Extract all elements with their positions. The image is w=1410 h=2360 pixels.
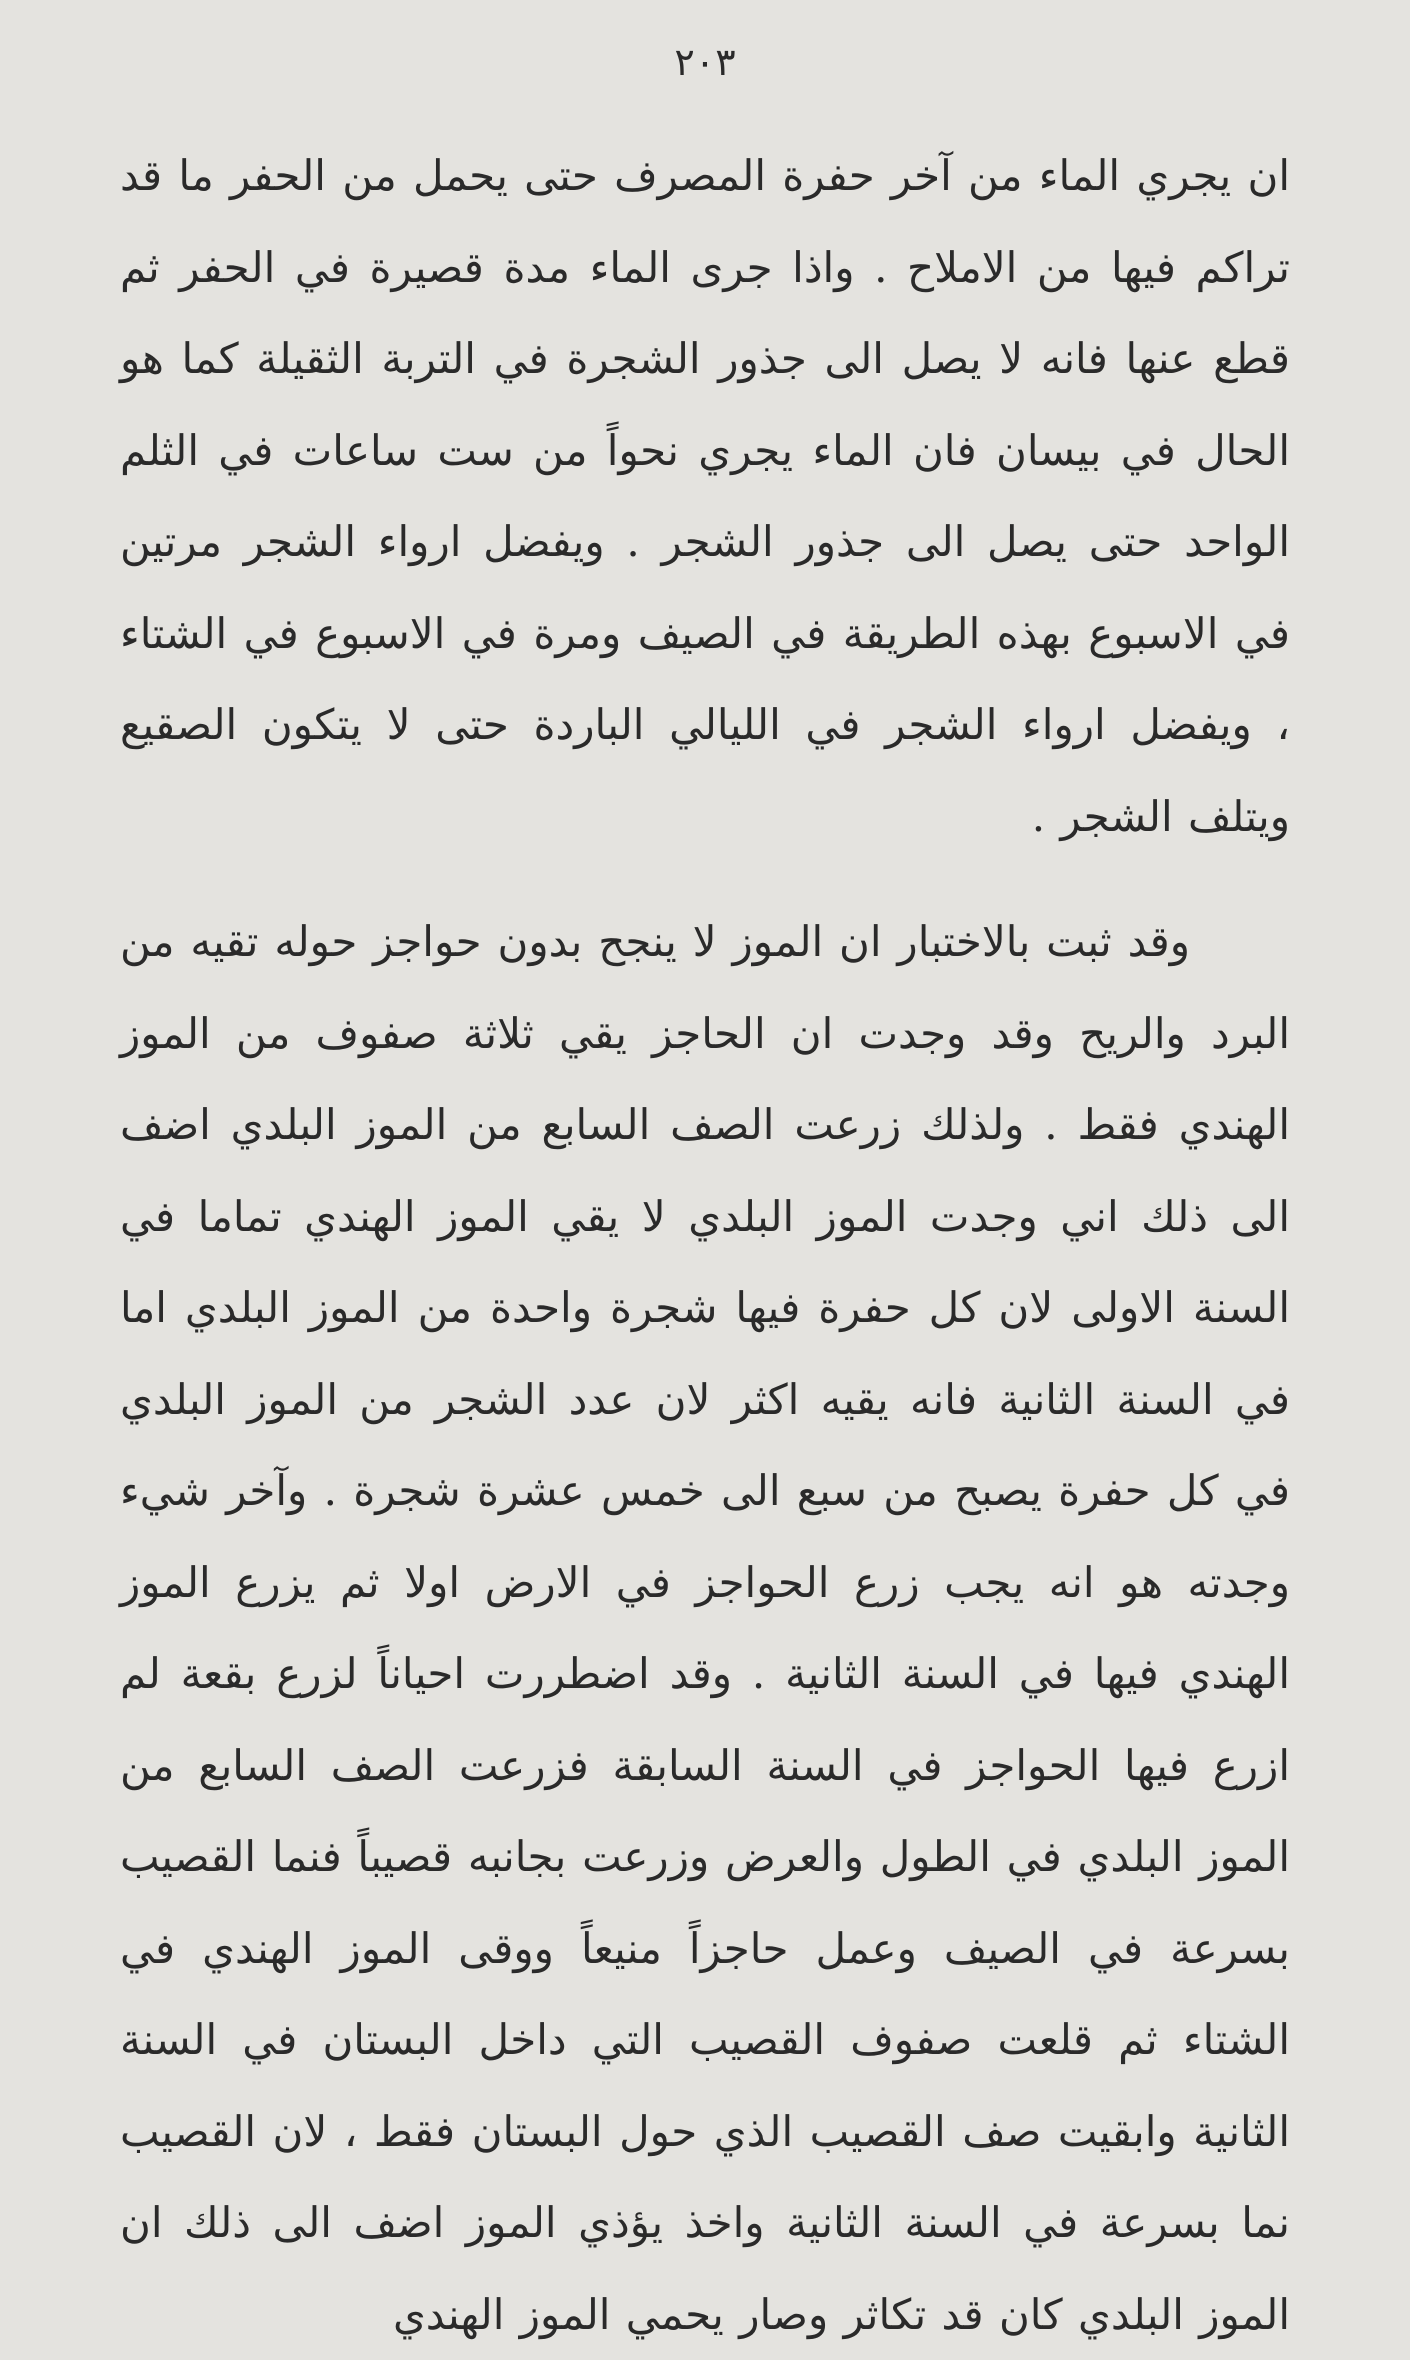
page-number: ٢٠٣ bbox=[674, 40, 736, 84]
paragraph-irrigation: ان يجري الماء من آخر حفرة المصرف حتى يحمل من الحفر ما قد تراكم فيها من الاملاح . واذا جرى الماء مدة قصيرة في الحفر ثم قطع عنها فانه لا يصل الى جذور الشجرة في التربة الثقيلة كما هو الحال في بيسان فان الماء يجري نحواً من ست ساعات في الثلم الواحد حتى يصل الى جذور الشجر . ويفضل ارواء الشجر مرتين في الاسبوع بهذه الطريقة في الصيف ومرة في الاسبوع في الشتاء ، ويفضل ارواء الشجر في الليالي الباردة حتى لا يتكون الصقيع ويتلف الشجر . bbox=[120, 151, 1290, 841]
paragraph-windbreaks: وقد ثبت بالاختبار ان الموز لا ينجح بدون حواجز حوله تقيه من البرد والريح وقد وجدت ان الحاجز يقي ثلاثة صفوف من الموز الهندي فقط . ولذلك زرعت الصف السابع من الموز البلدي اضف الى ذلك اني وجدت الموز البلدي لا يقي الموز الهندي تماما في السنة الاولى لان كل حفرة فيها شجرة واحدة من الموز البلدي اما في السنة الثانية فانه يقيه اكثر لان عدد الشجر من الموز البلدي في كل حفرة يصبح من سبع الى خمس عشرة شجرة . وآخر شيء وجدته هو انه يجب زرع الحواجز في الارض اولا ثم يزرع الموز الهندي فيها في السنة الثانية . وقد اضطررت احياناً لزرع بقعة لم ازرع فيها الحواجز في السنة السابقة فزرعت الصف السابع من الموز البلدي في الطول والعرض وزرعت بجانبه قصيباً فنما القصيب بسرعة في الصيف وعمل حاجزاً منيعاً ووقى الموز الهندي في الشتاء ثم قلعت صفوف القصيب التي داخل البستان في السنة الثانية وابقيت صف القصيب الذي حول البستان فقط ، لان القصيب نما بسرعة في السنة الثانية واخذ يؤذي الموز اضف الى ذلك ان الموز البلدي كان قد تكاثر وصار يحمي الموز الهندي bbox=[120, 917, 1290, 2339]
